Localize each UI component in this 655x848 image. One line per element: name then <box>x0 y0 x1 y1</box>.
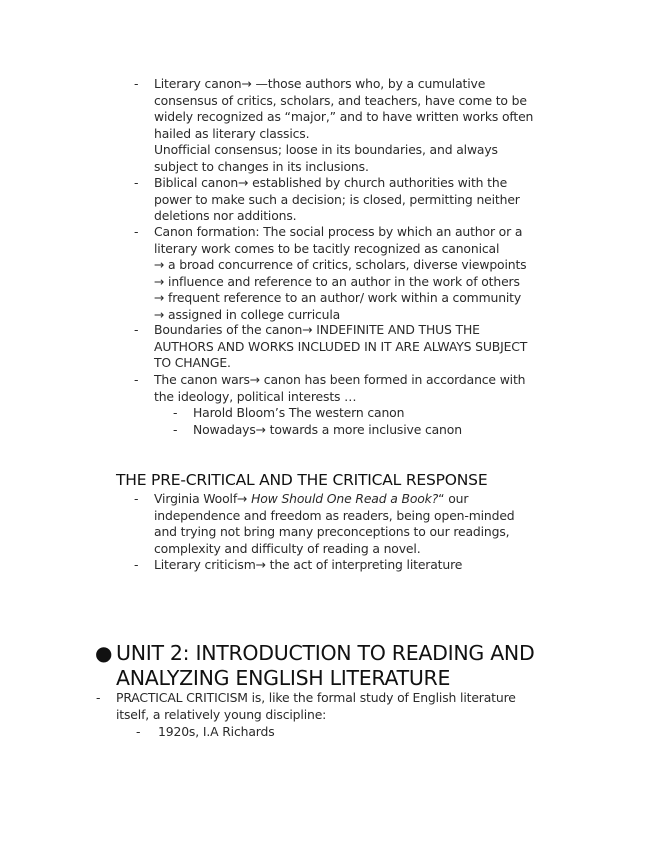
canon-item-1-line-6: subject to changes in its inclusions. <box>154 158 369 174</box>
list-dash: - <box>134 224 139 239</box>
woolf-rest: “ our <box>438 491 469 506</box>
practical-line-1: PRACTICAL CRITICISM is, like the formal study of English literature <box>116 690 516 705</box>
canon-item-4-line-2: AUTHORS AND WORKS INCLUDED IN IT ARE ALWAYS SUBJECT <box>154 338 528 354</box>
unit2-title-line-1: UNIT 2: INTRODUCTION TO READING AND <box>116 641 535 665</box>
canon-item-1-line-1: Literary canon→ —those authors who, by a cumulative <box>154 76 486 91</box>
canon-item-1-line-2: consensus of critics, scholars, and teachers, have come to be <box>154 92 527 108</box>
canon-item-2-line-1: Biblical canon→ established by church authorities with the <box>154 175 508 190</box>
heading-bullet-icon: ● <box>95 641 113 665</box>
canon-item-3-line-1: Canon formation: The social process by which an author or a <box>154 224 523 239</box>
canon-item-5-sub-2: Nowadays→ towards a more inclusive canon <box>193 421 462 437</box>
list-dash: - <box>134 491 139 506</box>
section-heading: THE PRE-CRITICAL AND THE CRITICAL RESPONSE <box>116 471 488 489</box>
list-dash: - <box>96 690 101 705</box>
canon-item-5-sub-1: Harold Bloom’s The western canon <box>193 404 405 420</box>
woolf-prefix: Virginia Woolf→ <box>154 491 252 506</box>
canon-item-5-line-1: The canon wars→ canon has been formed in accordance with <box>154 372 526 387</box>
unit2-title-line-2: ANALYZING ENGLISH LITERATURE <box>116 666 451 690</box>
list-dash: - <box>173 421 178 437</box>
canon-item-1-line-3: widely recognized as “major,” and to have written works often <box>154 109 534 124</box>
woolf-book-title: How Should One Read a Book? <box>251 491 439 506</box>
woolf-line-1 <box>154 491 468 507</box>
list-dash: - <box>173 404 178 420</box>
list-dash: - <box>134 557 139 572</box>
canon-item-1-line-4: hailed as literary classics. <box>154 125 310 141</box>
canon-item-2-line-3: deletions nor additions. <box>154 208 297 223</box>
canon-item-4-line-3: TO CHANGE. <box>154 355 231 370</box>
list-dash: - <box>134 372 139 387</box>
canon-item-5-line-2: the ideology, political interests … <box>154 388 357 404</box>
canon-item-4-line-1: Boundaries of the canon→ INDEFINITE AND THUS THE <box>154 322 480 337</box>
list-dash: - <box>134 322 139 337</box>
canon-item-3-line-2: literary work comes to be tacitly recognized as canonical <box>154 240 500 256</box>
practical-sub-1: 1920s, I.A Richards <box>158 724 275 739</box>
list-dash: - <box>136 724 141 739</box>
list-dash: - <box>134 175 139 190</box>
list-dash: - <box>134 76 139 91</box>
canon-item-2-line-2: power to make such a decision; is closed, permitting neither <box>154 191 520 207</box>
practical-line-2: itself, a relatively young discipline: <box>116 706 327 722</box>
criticism-line: Literary criticism→ the act of interpreting literature <box>154 557 463 572</box>
woolf-line-4: complexity and difficulty of reading a novel. <box>154 540 421 556</box>
canon-item-1-line-5: Unofficial consensus; loose in its boundaries, and always <box>154 142 498 157</box>
woolf-line-3: and trying not bring many preconceptions to our readings, <box>154 524 510 539</box>
woolf-line-2: independence and freedom as readers, being open-minded <box>154 507 515 523</box>
canon-item-3-line-5: → frequent reference to an author/ work within a community <box>154 290 522 305</box>
canon-item-3-line-6: → assigned in college curricula <box>154 306 341 322</box>
canon-item-3-line-3: → a broad concurrence of critics, scholars, diverse viewpoints <box>154 257 527 272</box>
canon-item-3-line-4: → influence and reference to an author in the work of others <box>154 273 520 289</box>
